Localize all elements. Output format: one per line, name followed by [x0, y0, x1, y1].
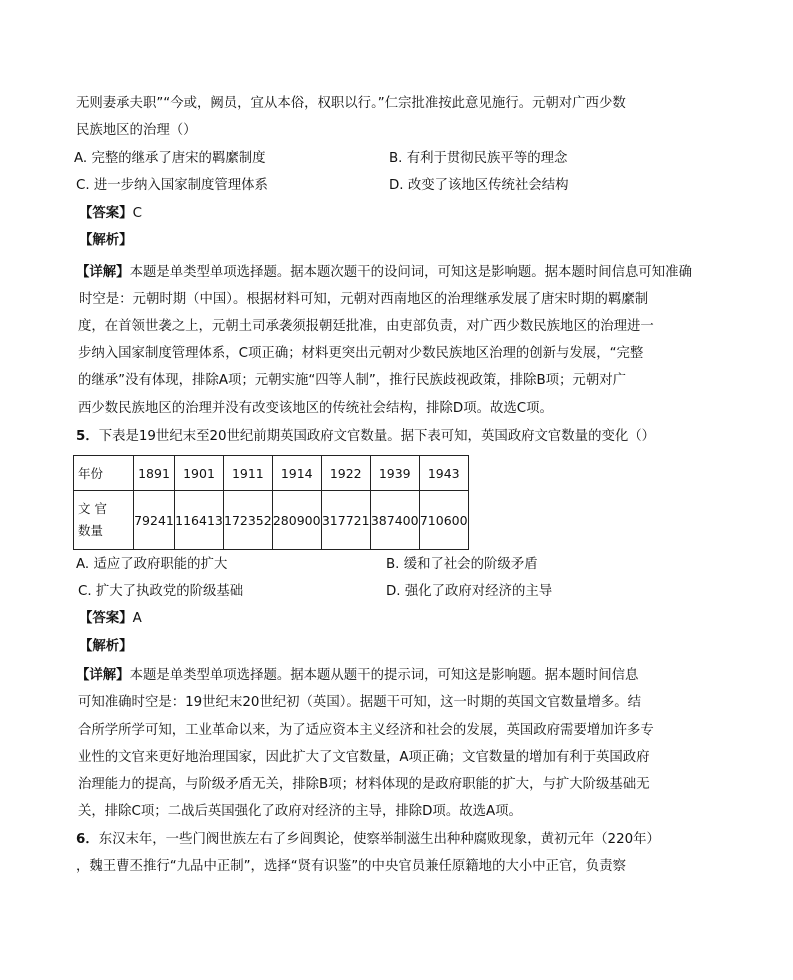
- q5-option-d: D. 强化了政府对经济的主导: [386, 584, 553, 599]
- table-value: 710600: [419, 491, 468, 550]
- q4-answer: [79, 205, 142, 223]
- table-year: 1939: [370, 456, 419, 491]
- q4-detail-line-2: 时空是：元朝时期（中国）。根据材料可知，元朝对西南地区的治理继承发展了唐宋时期的羁縻制: [79, 292, 649, 307]
- q4-detail-line-1: [76, 264, 692, 282]
- q6-stem-line2: ，魏王曹丕推行“九品中正制”，选择“贤有识鉴”的中央官员兼任原籍地的大小中正官，负责察: [76, 859, 626, 874]
- q4-option-a: A. 完整的继承了唐宋的羁縻制度: [74, 151, 266, 166]
- q4-analysis-label: 【解析】: [79, 233, 133, 248]
- q5-answer-label: 【答案】: [79, 611, 133, 626]
- q4-stem-line1: 无则妻承夫职”“今或，阙员，宜从本俗，权职以行。”仁宗批准按此意见施行。元朝对广西少数: [76, 96, 626, 111]
- q5-detail-line-5: 治理能力的提高，与阶级矛盾无关，排除B项；材料体现的是政府职能的扩大，与扩大阶级基础无: [78, 777, 650, 792]
- q5-stem: [76, 428, 655, 446]
- table-value: 387400: [370, 491, 419, 550]
- civil-servant-table: [73, 455, 469, 550]
- table-year: 1911: [224, 456, 273, 491]
- table-year: 1922: [321, 456, 370, 491]
- q5-detail-text: 本题是单类型单项选择题。据本题从题干的提示词，可知这是影响题。据本题时间信息: [129, 668, 639, 683]
- q6-stem-text: 东汉末年，一些门阀世族左右了乡闾舆论，使察举制滋生出种种腐败现象，黄初元年（220年）: [98, 832, 660, 847]
- q4-option-c: C. 进一步纳入国家制度管理体系: [76, 178, 268, 193]
- q4-answer-value: C: [132, 206, 142, 221]
- table-value: 116413: [175, 491, 224, 550]
- q5-detail-line-2: 可知准确时空是：19世纪末20世纪初（英国）。据题干可知，这一时期的英国文官数量增多。结: [78, 695, 642, 710]
- q4-detail-line-4: 步纳入国家制度管理体系，C项正确；材料更突出元朝对少数民族地区治理的创新与发展，“完整: [78, 346, 644, 361]
- q5-answer-value: A: [132, 611, 142, 626]
- q4-detail-text: 本题是单类型单项选择题。据本题次题干的设问词，可知这是影响题。据本题时间信息可知准确: [129, 265, 692, 280]
- table-year: 1943: [419, 456, 468, 491]
- q6-stem-line1: [76, 831, 660, 849]
- q5-option-b: B. 缓和了社会的阶级矛盾: [386, 557, 538, 572]
- q6-number: 6．: [76, 832, 99, 847]
- q5-detail-label: 【详解】: [76, 668, 130, 683]
- table-row-label: [74, 491, 134, 550]
- table-value: 280900: [272, 491, 321, 550]
- q4-detail-line-5: 的继承”没有体现，排除A项；元朝实施“四等人制”，推行民族歧视政策，排除B项；元朝对广: [78, 373, 626, 388]
- q5-detail-line-3: 合所学所学可知，工业革命以来，为了适应资本主义经济和社会的发展，英国政府需要增加许多专: [78, 723, 654, 738]
- q5-analysis-label: 【解析】: [79, 639, 133, 654]
- table-value: 317721: [321, 491, 370, 550]
- q5-option-c: C. 扩大了执政党的阶级基础: [78, 584, 244, 599]
- table-row-label-line1: 文 官: [78, 501, 107, 516]
- q4-detail-line-6: 西少数民族地区的治理并没有改变该地区的传统社会结构，排除D项。故选C项。: [78, 401, 553, 416]
- table-row-label-line2: 数量: [78, 523, 104, 538]
- table-value: 79241: [134, 491, 175, 550]
- q5-stem-text: 下表是19世纪末至20世纪前期英国政府文官数量。据下表可知，英国政府文官数量的变化（）: [98, 429, 656, 444]
- table-row-years: [74, 456, 469, 491]
- table-year: 1914: [272, 456, 321, 491]
- table-value: 172352: [224, 491, 273, 550]
- q4-detail-line-3: 度，在首领世袭之上，元朝土司承袭须报朝廷批准，由吏部负责，对广西少数民族地区的治理进一: [78, 319, 654, 334]
- q5-answer: [79, 610, 142, 628]
- q4-detail-label: 【详解】: [76, 265, 130, 280]
- q4-option-d: D. 改变了该地区传统社会结构: [389, 178, 569, 193]
- table-year: 1901: [175, 456, 224, 491]
- q5-detail-line-4: 业性的文官来更好地治理国家，因此扩大了文官数量，A项正确；文官数量的增加有利于英国政府: [78, 750, 650, 765]
- q5-detail-line-1: [76, 667, 638, 685]
- q5-number: 5．: [76, 429, 99, 444]
- q5-option-a: A. 适应了政府职能的扩大: [76, 557, 228, 572]
- q4-stem-line2: 民族地区的治理（）: [76, 123, 197, 138]
- table-row-counts: [74, 491, 469, 550]
- q5-detail-line-6: 关，排除C项；二战后英国强化了政府对经济的主导，排除D项。故选A项。: [78, 804, 522, 819]
- q4-answer-label: 【答案】: [79, 206, 133, 221]
- table-header-label: 年份: [74, 456, 134, 491]
- table-year: 1891: [134, 456, 175, 491]
- q4-option-b: B. 有利于贯彻民族平等的理念: [389, 151, 568, 166]
